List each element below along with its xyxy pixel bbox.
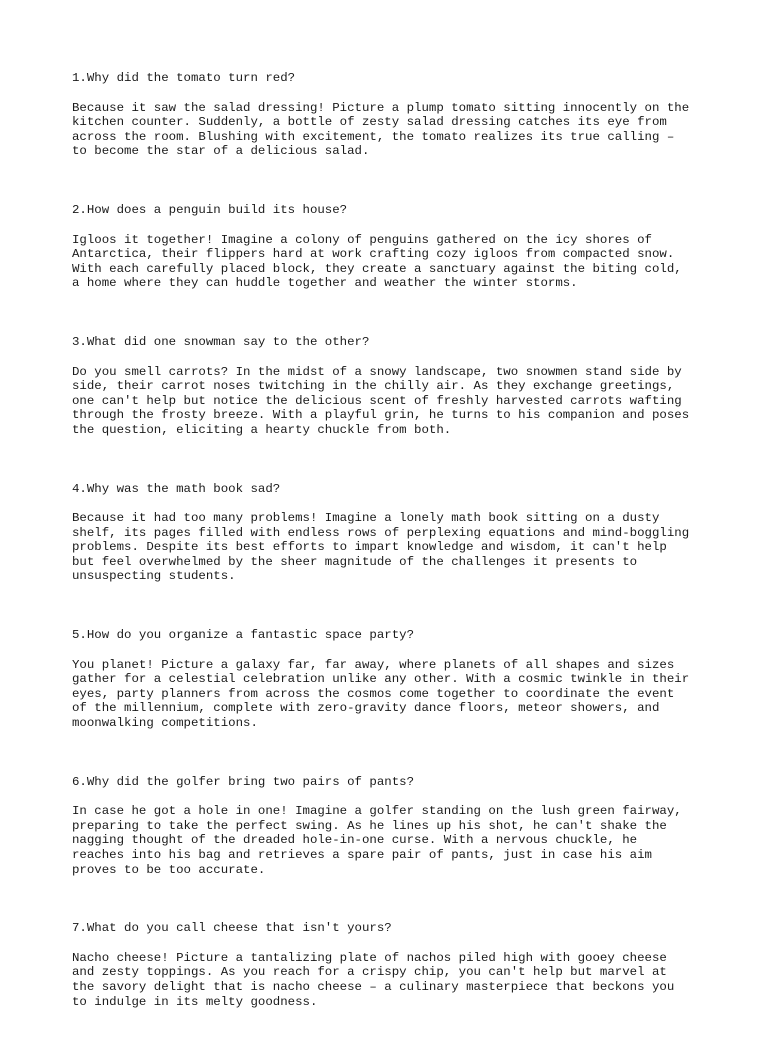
- answer-line: nagging thought of the dreaded hole-in-one curse. With a nervous chuckle, he: [72, 833, 638, 848]
- answer-line: Because it saw the salad dressing! Picture a plump tomato sitting innocently on the: [72, 100, 690, 115]
- joke-question: 5.How do you organize a fantastic space party?: [72, 628, 415, 643]
- joke-answer: [72, 511, 712, 584]
- answer-line: unsuspecting students.: [72, 569, 236, 584]
- answer-line: of the millennium, complete with zero-gravity dance floors, meteor showers, and: [72, 701, 660, 716]
- joke-item-5: [72, 628, 712, 731]
- answer-line: Antarctica, their flippers hard at work crafting cozy igloos from compacted snow.: [72, 247, 675, 262]
- answer-line: eyes, party planners from across the cosmos come together to coordinate the event: [72, 686, 675, 701]
- answer-line: reaches into his bag and retrieves a spare pair of pants, just in case his aim: [72, 848, 652, 862]
- answer-line: You planet! Picture a galaxy far, far away, where planets of all shapes and sizes: [72, 657, 675, 672]
- answer-line: to indulge in its melty goodness.: [72, 994, 318, 1009]
- answer-line: to become the star of a delicious salad.: [72, 144, 370, 159]
- joke-answer: [72, 658, 712, 731]
- answer-line: problems. Despite its best efforts to impart knowledge and wisdom, it can't help: [72, 540, 667, 555]
- joke-answer: [72, 365, 712, 438]
- answer-line: and zesty toppings. As you reach for a crispy chip, you can't help but marvel at: [72, 965, 667, 980]
- answer-line: Nacho cheese! Picture a tantalizing plate of nachos piled high with gooey cheese: [72, 950, 667, 965]
- answer-line: side, their carrot noses twitching in the chilly air. As they exchange greetings,: [72, 379, 675, 394]
- joke-question: 7.What do you call cheese that isn't yours?: [72, 921, 392, 936]
- joke-answer: [72, 951, 712, 1009]
- answer-line: In case he got a hole in one! Imagine a golfer standing on the lush green fairway,: [72, 804, 682, 819]
- joke-question: 1.Why did the tomato turn red?: [72, 71, 296, 85]
- joke-answer: [72, 101, 712, 159]
- joke-answer: [72, 233, 712, 291]
- answer-line: a home where they can huddle together and weather the winter storms.: [72, 276, 578, 291]
- answer-line: preparing to take the perfect swing. As he lines up his shot, he can't shake the: [72, 818, 667, 833]
- answer-line: Igloos it together! Imagine a colony of penguins gathered on the icy shores of: [72, 232, 652, 247]
- answer-line: across the room. Blushing with excitement, the tomato realizes its true calling –: [72, 129, 675, 144]
- answer-line: but feel overwhelmed by the sheer magnitude of the challenges it presents to: [72, 554, 638, 569]
- joke-question: 2.How does a penguin build its house?: [72, 202, 348, 217]
- joke-question: 3.What did one snowman say to the other?: [72, 334, 370, 349]
- answer-line: the question, eliciting a hearty chuckle from both.: [72, 422, 452, 437]
- answer-line: the savory delight that is nacho cheese – a culinary masterpiece that beckons you: [72, 979, 675, 994]
- joke-item-3: [72, 335, 712, 438]
- joke-question: 6.Why did the golfer bring two pairs of pants?: [72, 774, 415, 789]
- joke-item-6: [72, 775, 712, 878]
- answer-line: kitchen counter. Suddenly, a bottle of zesty salad dressing catches its eye from: [72, 115, 667, 130]
- joke-item-1: [72, 71, 712, 159]
- answer-line: With each carefully placed block, they create a sanctuary against the biting cold,: [72, 261, 682, 276]
- answer-line: proves to be too accurate.: [72, 862, 266, 877]
- answer-line: shelf, its pages filled with endless rows of perplexing equations and mind-boggling: [72, 525, 690, 540]
- joke-item-4: [72, 482, 712, 585]
- answer-line: one can't help but notice the delicious scent of freshly harvested carrots wafting: [72, 393, 682, 408]
- joke-item-7: [72, 921, 712, 1009]
- answer-line: gather for a celestial celebration unlike any other. With a cosmic twinkle in their: [72, 672, 690, 687]
- answer-line: through the frosty breeze. With a playful grin, he turns to his companion and poses: [72, 408, 690, 423]
- answer-line: Because it had too many problems! Imagine a lonely math book sitting on a dusty: [72, 511, 660, 526]
- answer-line: moonwalking competitions.: [72, 716, 258, 731]
- joke-answer: [72, 804, 712, 877]
- document-page: [72, 71, 712, 1053]
- answer-line: Do you smell carrots? In the midst of a snowy landscape, two snowmen stand side by: [72, 364, 682, 379]
- joke-item-2: [72, 203, 712, 291]
- joke-question: 4.Why was the math book sad?: [72, 481, 281, 496]
